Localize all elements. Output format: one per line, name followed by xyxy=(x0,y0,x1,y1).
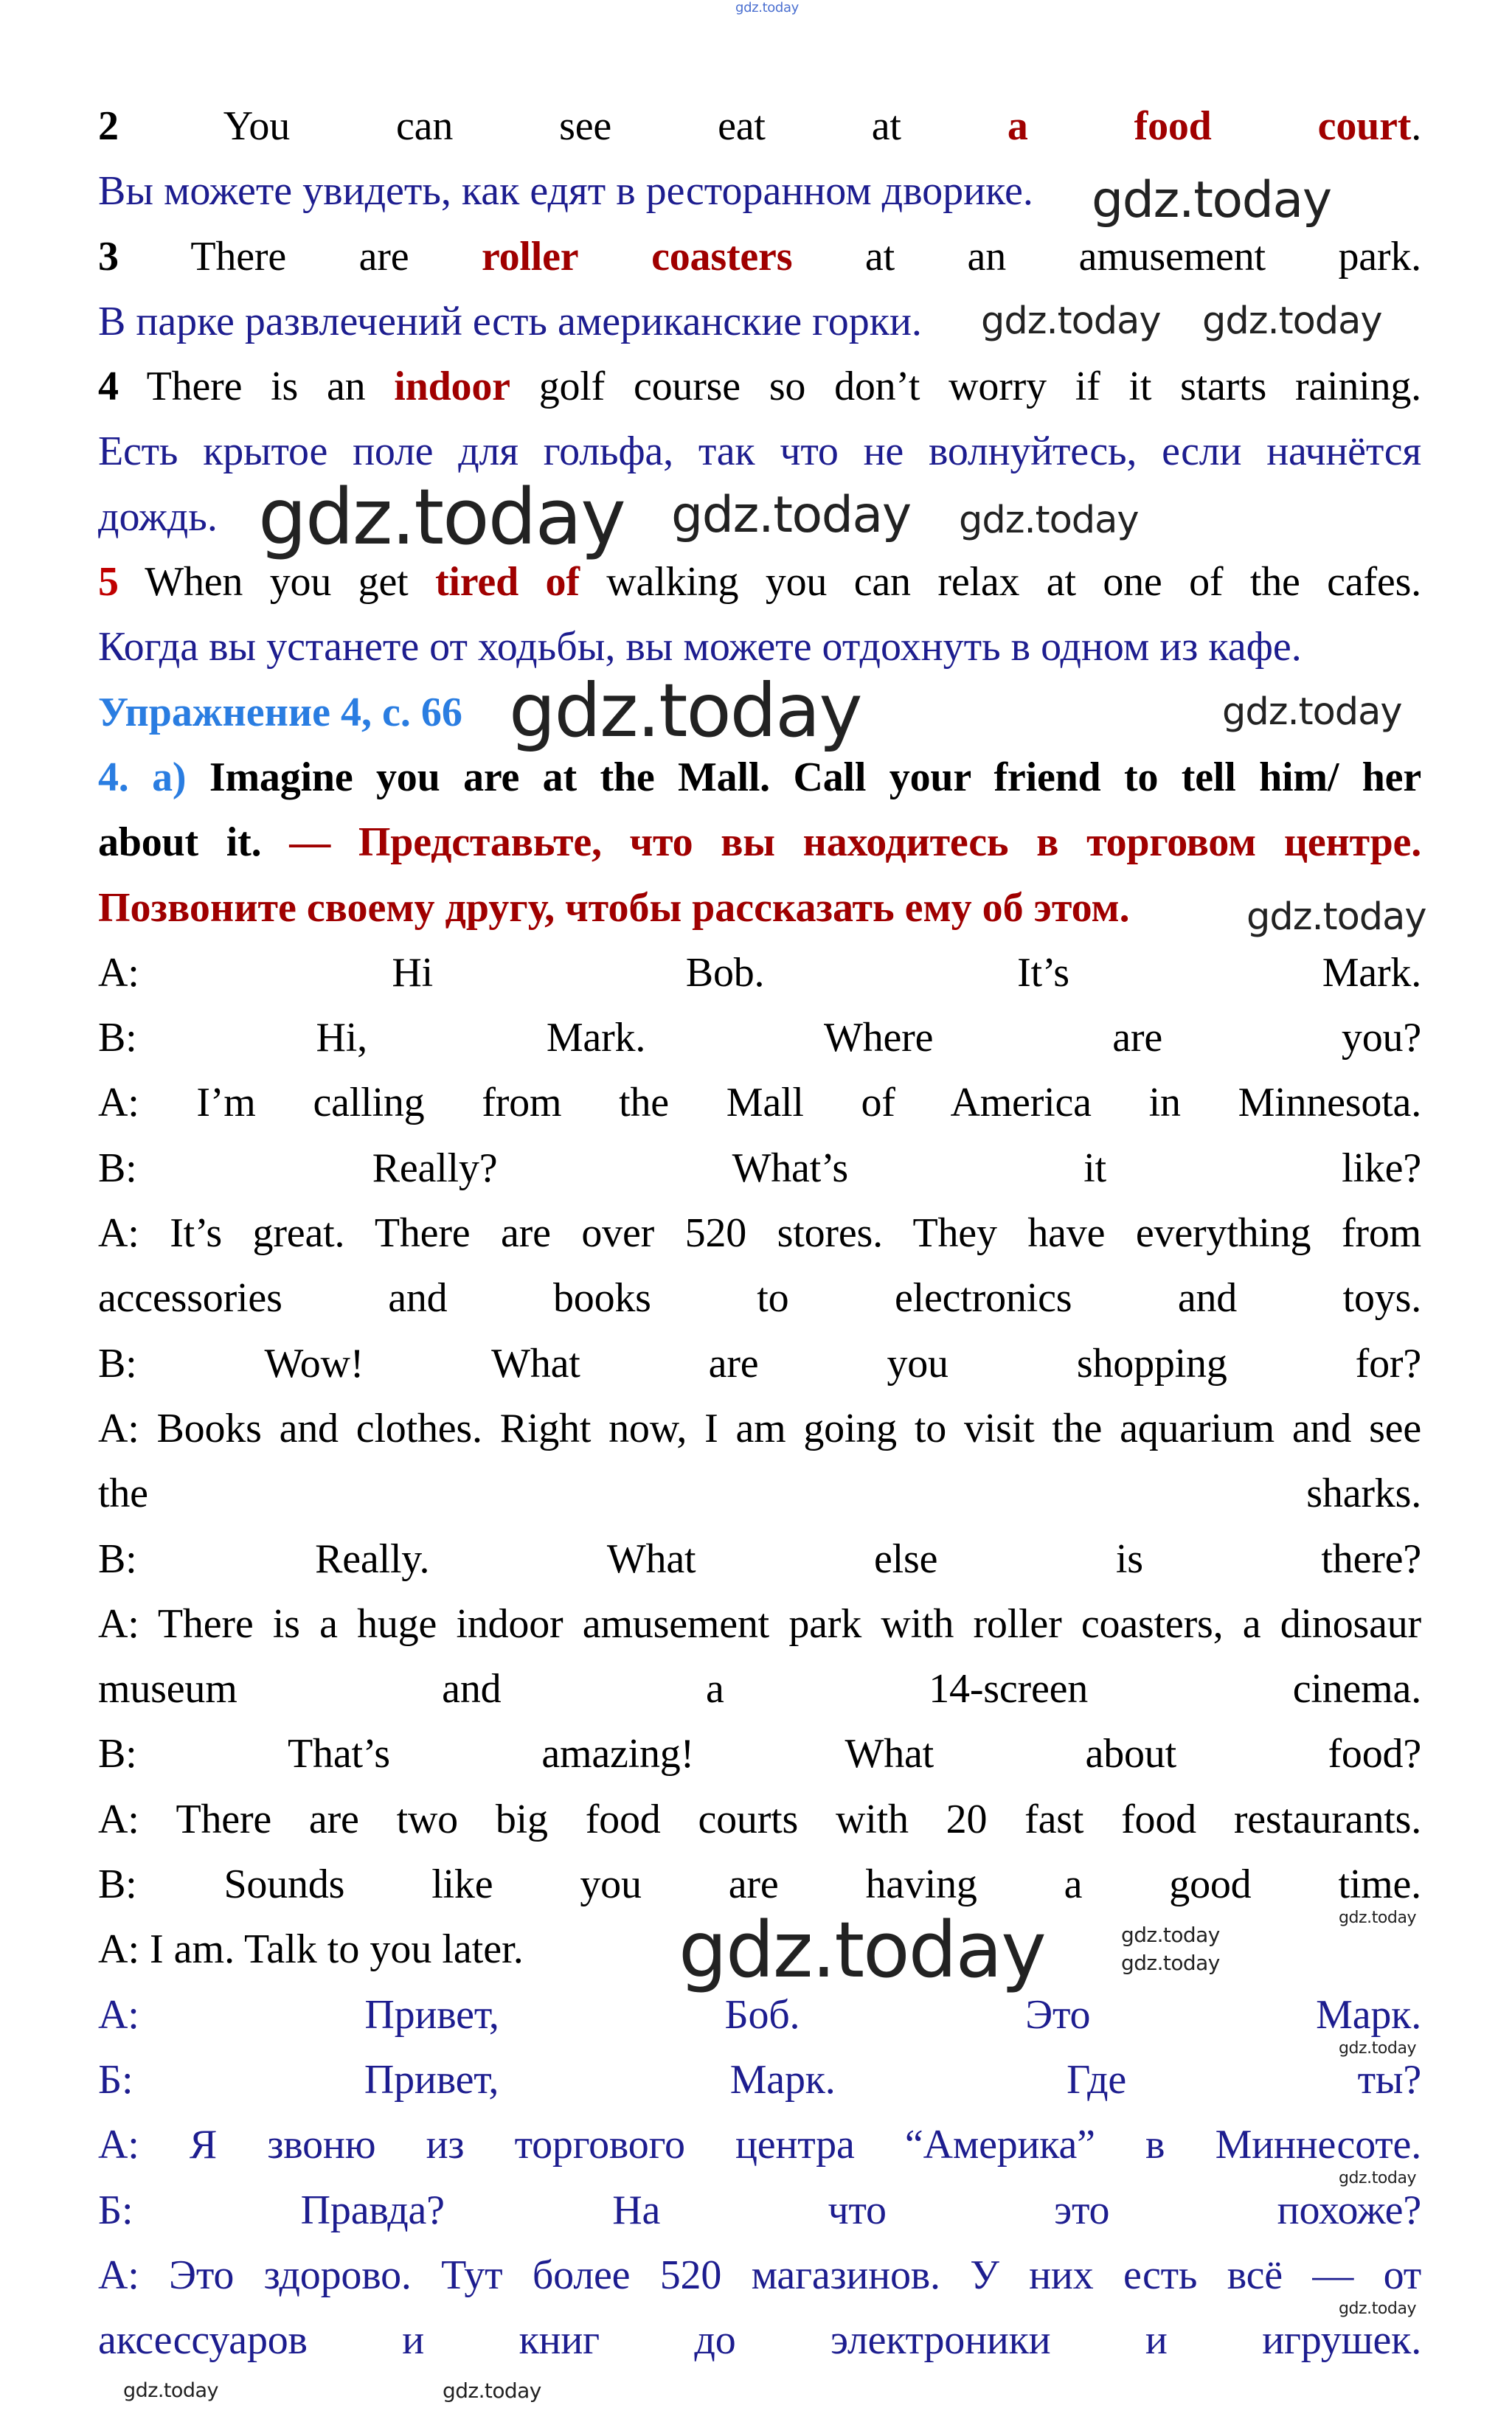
text-segment: A: Hi Bob. It’s Mark. xyxy=(98,949,1421,996)
watermark: gdz.today xyxy=(1339,2169,1417,2187)
text-segment: accessories and books to electronics and toys. xyxy=(98,1275,1421,1322)
text-line xyxy=(98,1461,1421,1526)
text-segment: B: Hi, Mark. Where are you? xyxy=(98,1015,1421,1061)
text-segment: A: There is a huge indoor amusement park with roller coasters, a dinosaur xyxy=(98,1600,1421,1647)
text-segment: There is an xyxy=(118,364,395,410)
watermark: gdz.today xyxy=(981,299,1161,343)
text-segment: about it. xyxy=(98,819,290,866)
text-segment: When you get xyxy=(118,559,435,605)
text-line xyxy=(98,224,1421,289)
text-segment: А: Привет, Боб. Это Марк. xyxy=(98,1991,1421,2038)
text-segment: B: Wow! What are you shopping for? xyxy=(98,1340,1421,1387)
text-segment: Б: Привет, Марк. Где ты? xyxy=(98,2056,1421,2103)
text-segment: A: It’s great. There are over 520 stores. They have everything from xyxy=(98,1210,1421,1257)
text-line xyxy=(98,2178,1421,2243)
text-line xyxy=(98,810,1421,875)
text-segment: Упражнение 4, с. 66 xyxy=(98,689,462,735)
text-line xyxy=(98,1396,1421,1461)
text-segment: Б: Правда? На что это похоже? xyxy=(98,2187,1421,2233)
text-segment: B: Really? What’s it like? xyxy=(98,1145,1421,1191)
watermark: gdz.today xyxy=(1202,299,1382,343)
watermark: gdz.today xyxy=(679,1905,1045,1995)
text-line xyxy=(98,1527,1421,1592)
text-segment: B: That’s amazing! What about food? xyxy=(98,1731,1421,1777)
text-line xyxy=(98,1331,1421,1396)
text-segment: — Представьте, что вы находитесь в торговом центре. xyxy=(289,819,1421,866)
text-segment: Позвоните своему другу, чтобы рассказать ему об этом. xyxy=(98,884,1130,931)
text-line xyxy=(98,2308,1421,2373)
watermark: gdz.today xyxy=(735,0,799,15)
text-line xyxy=(98,94,1421,159)
watermark: gdz.today xyxy=(1339,2039,1417,2058)
text-segment xyxy=(1212,103,1318,149)
text-segment: 2 xyxy=(98,103,119,149)
text-segment: at an amusement park. xyxy=(792,233,1421,280)
text-segment: . xyxy=(1411,103,1421,149)
text-line xyxy=(98,940,1421,1005)
text-line xyxy=(98,1592,1421,1656)
text-segment: golf course so don’t worry if it starts raining. xyxy=(510,364,1421,410)
text-segment: a food xyxy=(1007,103,1212,149)
text-segment: A: There are two big food courts with 20 fast food restaurants. xyxy=(98,1796,1421,1842)
text-segment: A: I’m calling from the Mall of America in Minnesota. xyxy=(98,1080,1421,1126)
text-segment: walking you can relax at one of the cafes. xyxy=(579,559,1421,605)
text-line xyxy=(98,1721,1421,1786)
text-segment: 4. a) xyxy=(98,754,187,800)
text-segment: A: I am. Talk to you later. xyxy=(98,1926,524,1973)
text-line xyxy=(98,1136,1421,1201)
text-line xyxy=(98,2047,1421,2112)
watermark: gdz.today xyxy=(1339,2300,1417,2318)
watermark: gdz.today xyxy=(258,472,625,562)
watermark: gdz.today xyxy=(443,2378,541,2403)
watermark: gdz.today xyxy=(1121,1923,1220,1947)
text-line xyxy=(98,354,1421,419)
watermark: gdz.today xyxy=(1121,1951,1220,1975)
text-segment: coasters xyxy=(651,233,793,280)
text-segment: 3 xyxy=(98,233,119,280)
text-segment: А: Я звоню из торгового центра “Америка” в Миннесоте. xyxy=(98,2122,1421,2168)
text-segment: А: Это здорово. Тут более 520 магазинов. У них есть всё — от xyxy=(98,2252,1421,2298)
text-line xyxy=(98,875,1421,940)
text-segment: B: Sounds like you are having a good time. xyxy=(98,1861,1421,1908)
text-line xyxy=(98,1201,1421,1266)
text-line xyxy=(98,2243,1421,2308)
watermark: gdz.today xyxy=(959,499,1139,542)
text-segment: indoor xyxy=(394,364,510,410)
watermark: gdz.today xyxy=(1222,690,1402,734)
text-line xyxy=(98,1005,1421,1070)
text-segment: museum and a 14-screen cinema. xyxy=(98,1666,1421,1713)
watermark: gdz.today xyxy=(1339,1909,1417,1927)
text-line xyxy=(98,1787,1421,1852)
text-line xyxy=(98,1266,1421,1330)
text-segment: There are xyxy=(118,233,482,280)
text-segment: Есть крытое поле для гольфа, так что не волнуйтесь, если начнётся xyxy=(98,428,1421,475)
watermark: gdz.today xyxy=(1092,171,1331,229)
watermark: gdz.today xyxy=(509,667,861,754)
text-segment: roller xyxy=(481,233,579,280)
text-line xyxy=(98,2112,1421,2177)
text-segment: You can see eat at xyxy=(118,103,1008,149)
text-segment xyxy=(578,234,651,280)
document-body xyxy=(98,94,1421,2373)
text-segment: Вы можете увидеть, как едят в ресторанном дворике. xyxy=(98,168,1033,215)
text-segment: B: Really. What else is there? xyxy=(98,1535,1421,1582)
watermark: gdz.today xyxy=(123,2379,218,2402)
text-segment: Когда вы устанете от ходьбы, вы можете отдохнуть в одном из кафе. xyxy=(98,624,1302,670)
text-segment: аксессуаров и книг до электроники и игрушек. xyxy=(98,2317,1421,2364)
text-segment: 4 xyxy=(98,364,119,410)
text-segment: В парке развлечений есть американские горки. xyxy=(98,298,922,344)
text-line xyxy=(98,745,1421,810)
text-segment: 5 xyxy=(98,559,119,605)
watermark: gdz.today xyxy=(671,486,911,544)
text-line xyxy=(98,1656,1421,1721)
text-segment: tired of xyxy=(434,559,580,605)
watermark: gdz.today xyxy=(1246,895,1426,939)
text-segment: Imagine you are at the Mall. Call your friend to tell him/ her xyxy=(186,754,1421,800)
text-segment: the sharks. xyxy=(98,1471,1421,1517)
text-segment: A: Books and clothes. Right now, I am going to visit the aquarium and see xyxy=(98,1405,1421,1451)
text-segment: дождь. xyxy=(98,493,218,540)
text-segment: court xyxy=(1317,103,1412,149)
text-line xyxy=(98,1070,1421,1135)
